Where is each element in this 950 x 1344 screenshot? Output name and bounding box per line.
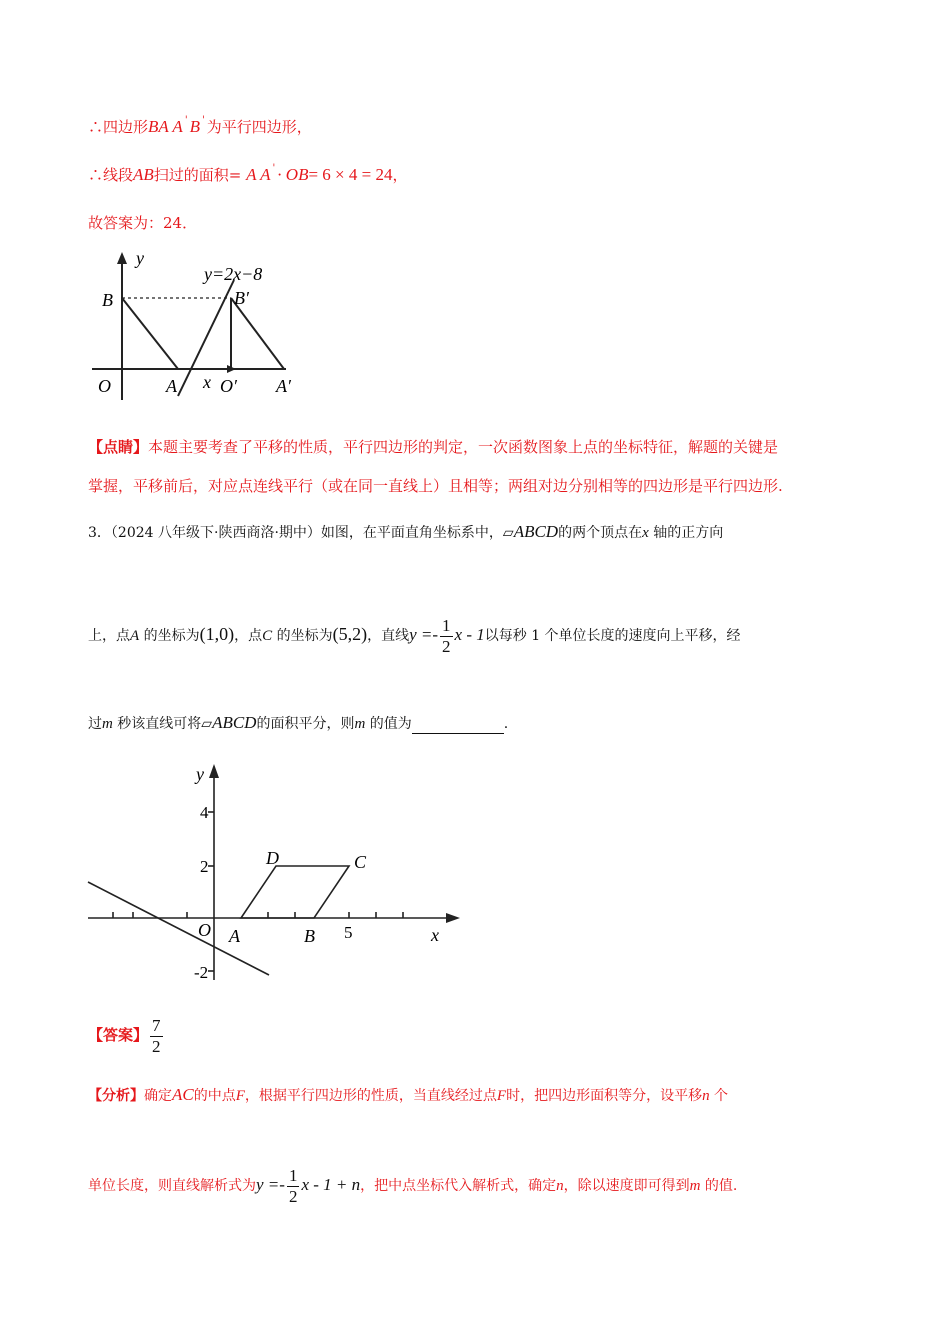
fig2-D-label: D [266, 848, 279, 868]
fig1-line-label: y=2x−8 [204, 264, 263, 284]
fig2-C-label: C [354, 852, 367, 872]
question3-line1: 3．（2024 八年级下·陕西商洛·期中）如图，在平面直角坐标系中，▱ABCD的两个顶点在x 轴的正方向 [88, 522, 724, 541]
figure-parallelogram-graph [86, 760, 466, 985]
fig1-Aprime-label: A′ [276, 376, 291, 396]
fig1-Oprime-label: O′ [220, 376, 237, 396]
answer-blank[interactable] [412, 717, 504, 734]
fig1-Bprime-label: B′ [234, 288, 249, 308]
fig2-tick-neg2: -2 [194, 963, 209, 982]
x-axis-arrow [446, 913, 460, 923]
y-axis-arrow [209, 764, 219, 778]
line-y-neg-half-x-minus-1 [88, 882, 269, 975]
answer-statement: 故答案为：24． [88, 214, 198, 232]
fig2-x-label: x [431, 925, 439, 945]
parallelogram-ABCD [241, 866, 349, 918]
fig2-O-label: O [198, 920, 211, 940]
conclusion-parallelogram: ∴四边形BA A ' B ' 为平行四边形， [88, 115, 312, 136]
question3-line2: 上，点A 的坐标为(1,0)，点C 的坐标为(5,2)，直线y =- $\frac{1}{2}$ x - 1以每秒 1 个单位长度的速度向上平移，经 [88, 615, 741, 656]
figure-translation-diagram [86, 244, 306, 404]
segment-BA [122, 298, 178, 369]
question3-line3: 过m 秒该直线可将▱ABCD的面积平分，则m 的值为 . [88, 713, 509, 732]
analysis-line1: 【分析】确定AC的中点F，根据平行四边形的性质，当直线经过点F时，把四边形面积等分，设平移n 个 [88, 1085, 729, 1104]
fig1-x-label: x [203, 372, 211, 392]
fig1-O-label: O [98, 376, 111, 396]
conclusion-area: ∴线段AB扫过的面积= A A ' · OB= 6 × 4 = 24， [88, 163, 408, 184]
fig2-tick-4: 4 [200, 803, 209, 822]
y-axis-arrow [117, 252, 127, 264]
fig1-A-label: A [166, 376, 177, 396]
fig1-B-label: B [102, 290, 113, 310]
fig2-A-label: A [229, 926, 240, 946]
key-point-line1: 【点睛】本题主要考查了平移的性质，平行四边形的判定，一次函数图象上点的坐标特征，解题的关键是 [88, 438, 779, 456]
fig2-tick-5: 5 [344, 923, 353, 942]
fig2-tick-2: 2 [200, 857, 209, 876]
answer-line: 【答案】 $\frac{7}{2}$ [88, 1015, 161, 1056]
fig2-y-label: y [196, 764, 204, 784]
fig1-y-label: y [136, 248, 144, 268]
fig2-B-label: B [304, 926, 315, 946]
key-point-line2: 掌握，平移前后，对应点连线平行（或在同一直线上）且相等；两组对边分别相等的四边形是平行四边形. [88, 477, 783, 495]
segment-BprimeAprime [231, 298, 284, 369]
analysis-line2: 单位长度，则直线解析式为y =- $\frac{1}{2}$ x - 1 + n，把中点坐标代入解析式，确定n，除以速度即可得到m 的值. [88, 1165, 738, 1206]
